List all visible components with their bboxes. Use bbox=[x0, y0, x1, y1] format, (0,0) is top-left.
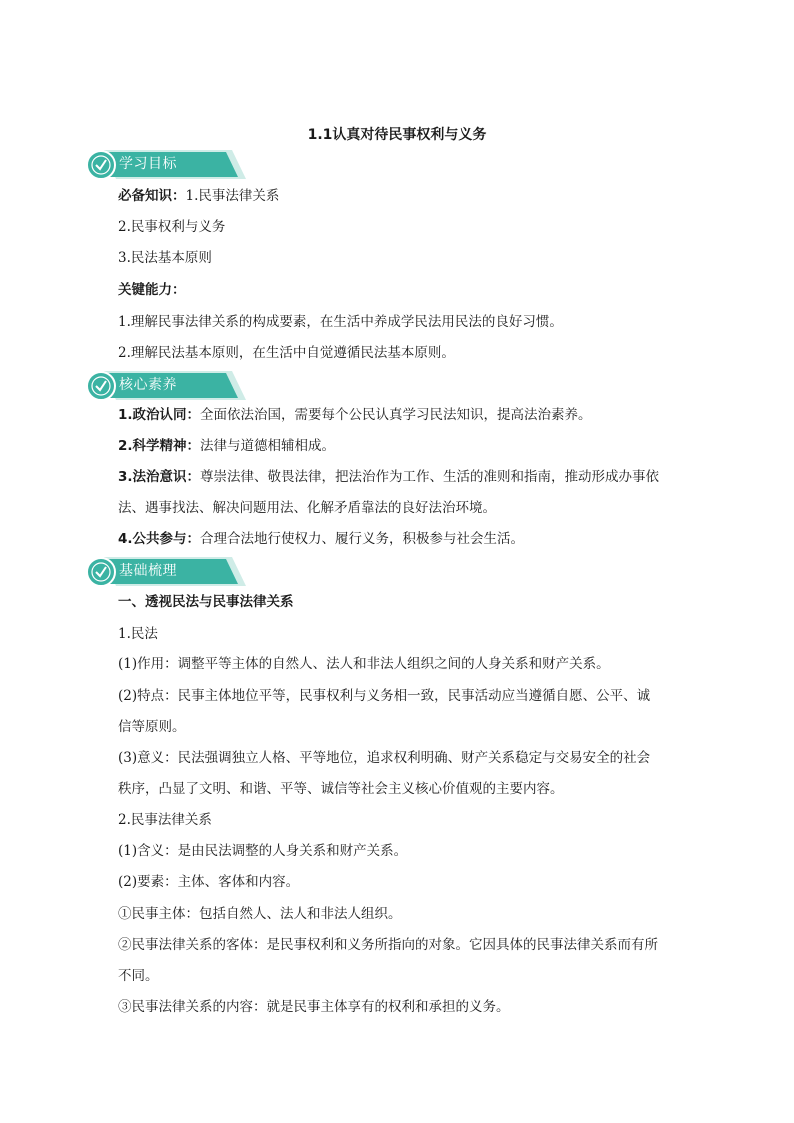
section-title-basics: 基础梳理 bbox=[119, 563, 177, 579]
literacy-item bbox=[118, 468, 678, 486]
literacy-text: 合理合法地行使权力、履行义务，积极参与社会生活。 bbox=[200, 531, 525, 547]
section-title-literacy: 核心素养 bbox=[119, 377, 177, 393]
ability-label: 关键能力： bbox=[118, 282, 186, 298]
basics-line: (3)意义：民法强调独立人格、平等地位，追求权利明确、财产关系稳定与交易安全的社会 bbox=[118, 750, 651, 766]
knowledge-item: 1.民事法律关系 bbox=[185, 188, 280, 204]
basics-line: ②民事法律关系的客体：是民事权利和义务所指向的对象。它因具体的民事法律关系而有所 bbox=[118, 937, 658, 953]
basics-line: (2)特点：民事主体地位平等，民事权利与义务相一致，民事活动应当遵循自愿、公平、诚 bbox=[118, 688, 651, 704]
literacy-item bbox=[118, 437, 678, 455]
basics-line: (1)含义：是由民法调整的人身关系和财产关系。 bbox=[118, 843, 408, 859]
literacy-label: 3.法治意识： bbox=[118, 469, 201, 485]
literacy-item bbox=[118, 406, 678, 424]
knowledge-item: 2.民事权利与义务 bbox=[118, 219, 226, 235]
knowledge-label: 必备知识： bbox=[118, 188, 186, 204]
basics-line: (1)作用：调整平等主体的自然人、法人和非法人组织之间的人身关系和财产关系。 bbox=[118, 656, 610, 672]
literacy-label: 1.政治认同： bbox=[118, 407, 201, 423]
basics-line: 2.民事法律关系 bbox=[118, 812, 212, 828]
section-banner-literacy bbox=[86, 369, 246, 403]
knowledge-item: 3.民法基本原则 bbox=[118, 250, 212, 266]
section-banner-goals bbox=[86, 148, 246, 182]
literacy-text: 尊崇法律、敬畏法律，把法治作为工作、生活的准则和指南，推动形成办事依 bbox=[200, 469, 660, 485]
basics-line: (2)要素：主体、客体和内容。 bbox=[118, 874, 300, 890]
literacy-label: 2.科学精神： bbox=[118, 438, 201, 454]
basics-line: 不同。 bbox=[118, 968, 159, 984]
section-title-goals: 学习目标 bbox=[119, 156, 177, 172]
literacy-item bbox=[118, 530, 678, 548]
ability-item: 1.理解民事法律关系的构成要素，在生活中养成学民法用民法的良好习惯。 bbox=[118, 314, 563, 330]
literacy-text: 全面依法治国，需要每个公民认真学习民法知识，提高法治素养。 bbox=[200, 407, 592, 423]
literacy-text: 法律与道德相辅相成。 bbox=[200, 438, 336, 454]
section-banner-basics bbox=[86, 555, 246, 589]
basics-line: 秩序，凸显了文明、和谐、平等、诚信等社会主义核心价值观的主要内容。 bbox=[118, 781, 564, 797]
literacy-text-continued: 法、遇事找法、解决问题用法、化解矛盾靠法的良好法治环境。 bbox=[118, 500, 496, 516]
basics-line: 1.民法 bbox=[118, 626, 158, 642]
document-title: 1.1认真对待民事权利与义务 bbox=[307, 127, 487, 143]
ability-item: 2.理解民法基本原则，在生活中自觉遵循民法基本原则。 bbox=[118, 345, 455, 361]
basics-line: ①民事主体：包括自然人、法人和非法人组织。 bbox=[118, 906, 402, 922]
basics-heading: 一、透视民法与民事法律关系 bbox=[118, 594, 294, 610]
knowledge-line bbox=[118, 187, 678, 205]
basics-line: ③民事法律关系的内容：就是民事主体享有的权利和承担的义务。 bbox=[118, 999, 510, 1015]
literacy-label: 4.公共参与： bbox=[118, 531, 201, 547]
basics-line: 信等原则。 bbox=[118, 719, 186, 735]
